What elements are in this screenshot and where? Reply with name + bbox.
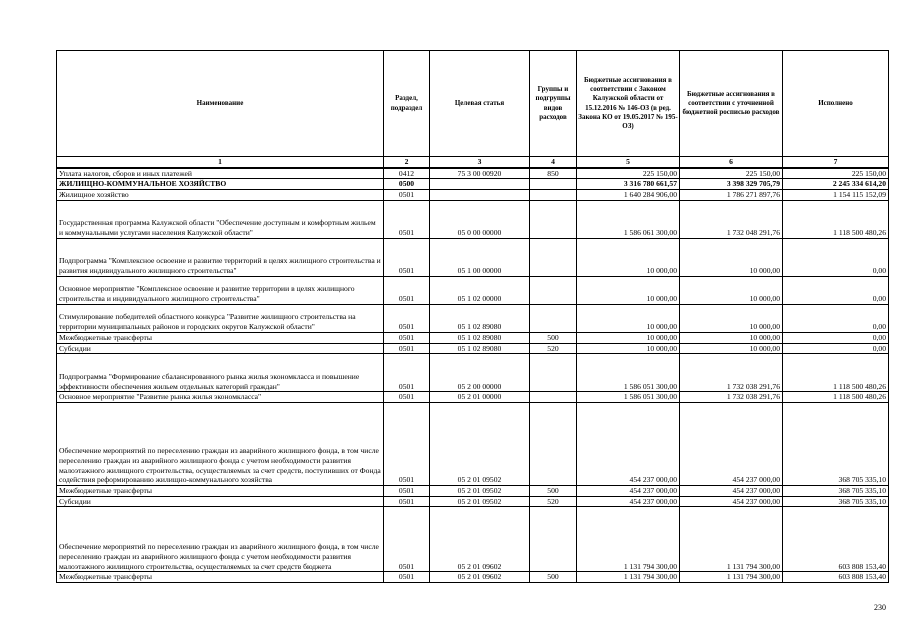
- row-law-allocation: 10 000,00: [577, 332, 680, 343]
- row-law-allocation: 1 131 794 300,00: [577, 572, 680, 583]
- row-section: 0501: [384, 572, 430, 583]
- row-section: 0501: [384, 276, 430, 304]
- table-row: [57, 179, 889, 190]
- table-row: [57, 354, 889, 392]
- row-target-article: 05 2 01 09502: [430, 402, 530, 485]
- row-expense-group: [530, 304, 577, 332]
- row-law-allocation: 1 586 051 300,00: [577, 392, 680, 403]
- row-law-allocation: 1 640 284 906,00: [577, 190, 680, 201]
- header-law-allocations: Бюджетные ассигнования в соответствии с Законом Калужской области от 15.12.2016 № 146-ОЗ (в ред. Закона КО от 19.05.2017 № 195-ОЗ): [577, 51, 680, 157]
- table-row: [57, 168, 889, 179]
- row-expense-group: 500: [530, 332, 577, 343]
- row-section: 0412: [384, 168, 430, 179]
- row-section: 0501: [384, 496, 430, 507]
- row-executed: 603 808 153,40: [783, 507, 889, 572]
- column-number: 1: [57, 157, 384, 168]
- row-expense-group: [530, 179, 577, 190]
- column-number: 2: [384, 157, 430, 168]
- row-law-allocation: 1 586 061 300,00: [577, 200, 680, 238]
- row-law-allocation: 454 237 000,00: [577, 402, 680, 485]
- row-target-article: [430, 190, 530, 201]
- row-executed: 0,00: [783, 332, 889, 343]
- header-name: Наименование: [57, 51, 384, 157]
- table-row: [57, 276, 889, 304]
- row-law-allocation: 10 000,00: [577, 343, 680, 354]
- row-expense-group: [530, 392, 577, 403]
- column-number: 7: [783, 157, 889, 168]
- row-executed: 368 705 335,10: [783, 485, 889, 496]
- row-section: 0501: [384, 332, 430, 343]
- header-expense-group: Группы и подгруппы видов расходов: [530, 51, 577, 157]
- table-row: [57, 402, 889, 485]
- row-law-allocation: 1 586 051 300,00: [577, 354, 680, 392]
- row-target-article: 05 2 01 09602: [430, 572, 530, 583]
- header-row: [57, 51, 889, 157]
- row-executed: 0,00: [783, 343, 889, 354]
- table-row: [57, 190, 889, 201]
- header-executed: Исполнено: [783, 51, 889, 157]
- row-section: 0501: [384, 190, 430, 201]
- row-expense-group: [530, 402, 577, 485]
- column-number: 3: [430, 157, 530, 168]
- row-name: Подпрограмма "Комплексное освоение и развитие территорий в целях жилищного строительства и развития индивидуального жилищного строительства": [57, 238, 384, 276]
- row-name: Государственная программа Калужской области "Обеспечение доступным и комфортным жильем и коммунальными услугами населения Калужской области": [57, 200, 384, 238]
- row-executed: 225 150,00: [783, 168, 889, 179]
- page-number: 230: [874, 603, 886, 612]
- header-plan-allocations: Бюджетные ассигнования в соответствии с уточненной бюджетной росписью расходов: [680, 51, 783, 157]
- row-name: Основное мероприятие "Развитие рынка жилья экономкласса": [57, 392, 384, 403]
- row-law-allocation: 1 131 794 300,00: [577, 507, 680, 572]
- row-plan-allocation: 454 237 000,00: [680, 402, 783, 485]
- row-name: Субсидии: [57, 496, 384, 507]
- row-plan-allocation: 1 131 794 300,00: [680, 507, 783, 572]
- row-name: ЖИЛИЩНО-КОММУНАЛЬНОЕ ХОЗЯЙСТВО: [57, 179, 384, 190]
- row-expense-group: [530, 238, 577, 276]
- row-expense-group: [530, 200, 577, 238]
- row-plan-allocation: 10 000,00: [680, 238, 783, 276]
- column-number: 6: [680, 157, 783, 168]
- table-row: [57, 485, 889, 496]
- row-expense-group: [530, 276, 577, 304]
- row-law-allocation: 10 000,00: [577, 238, 680, 276]
- column-number: 4: [530, 157, 577, 168]
- row-name: Межбюджетные трансферты: [57, 572, 384, 583]
- row-section: 0501: [384, 238, 430, 276]
- table-row: [57, 343, 889, 354]
- column-number-row: [57, 157, 889, 168]
- row-section: 0501: [384, 402, 430, 485]
- column-number: 5: [577, 157, 680, 168]
- row-target-article: 05 1 00 00000: [430, 238, 530, 276]
- row-expense-group: 520: [530, 343, 577, 354]
- row-name: Обеспечение мероприятий по переселению граждан из аварийного жилищного фонда, в том числе переселению граждан из аварийного жилищного фонда с учетом необходимости развития малоэтажного жилищного строительства, осуществляемых за счет средств, поступивших от Фонда содействия реформированию жилищно-коммунального хозяйства: [57, 402, 384, 485]
- row-section: 0501: [384, 304, 430, 332]
- table-row: [57, 496, 889, 507]
- row-name: Стимулирование победителей областного конкурса "Развитие жилищного строительства на территории муниципальных районов и городских округов Калужской области": [57, 304, 384, 332]
- row-section: 0500: [384, 179, 430, 190]
- row-law-allocation: 10 000,00: [577, 304, 680, 332]
- table-row: [57, 304, 889, 332]
- table-row: [57, 238, 889, 276]
- row-expense-group: 500: [530, 572, 577, 583]
- row-expense-group: [530, 354, 577, 392]
- row-name: Обеспечение мероприятий по переселению граждан из аварийного жилищного фонда, в том числе переселению граждан из аварийного жилищного фонда с учетом необходимости развития малоэтажного жилищного строительства, осуществляемых за счет средств бюджета: [57, 507, 384, 572]
- row-executed: 1 118 500 480,26: [783, 354, 889, 392]
- row-section: 0501: [384, 354, 430, 392]
- row-executed: 368 705 335,10: [783, 402, 889, 485]
- row-name: Субсидии: [57, 343, 384, 354]
- table-row: [57, 507, 889, 572]
- row-plan-allocation: 10 000,00: [680, 332, 783, 343]
- row-executed: 2 245 334 614,20: [783, 179, 889, 190]
- row-plan-allocation: 1 786 271 897,76: [680, 190, 783, 201]
- row-target-article: [430, 179, 530, 190]
- row-law-allocation: 3 316 780 661,57: [577, 179, 680, 190]
- row-executed: 0,00: [783, 238, 889, 276]
- row-target-article: 05 2 00 00000: [430, 354, 530, 392]
- row-executed: 1 154 115 152,09: [783, 190, 889, 201]
- header-target-article: Целевая статья: [430, 51, 530, 157]
- row-executed: 0,00: [783, 276, 889, 304]
- budget-execution-table: [56, 50, 889, 583]
- row-name: Межбюджетные трансферты: [57, 332, 384, 343]
- row-law-allocation: 225 150,00: [577, 168, 680, 179]
- row-target-article: 05 2 01 09602: [430, 507, 530, 572]
- row-section: 0501: [384, 200, 430, 238]
- row-plan-allocation: 10 000,00: [680, 276, 783, 304]
- row-target-article: 05 2 01 09502: [430, 485, 530, 496]
- row-target-article: 05 2 01 09502: [430, 496, 530, 507]
- row-law-allocation: 10 000,00: [577, 276, 680, 304]
- row-plan-allocation: 225 150,00: [680, 168, 783, 179]
- row-section: 0501: [384, 485, 430, 496]
- row-expense-group: 520: [530, 496, 577, 507]
- row-executed: 368 705 335,10: [783, 496, 889, 507]
- row-plan-allocation: 1 732 038 291,76: [680, 354, 783, 392]
- header-section: Раздел, подраздел: [384, 51, 430, 157]
- row-expense-group: 500: [530, 485, 577, 496]
- row-law-allocation: 454 237 000,00: [577, 485, 680, 496]
- row-section: 0501: [384, 392, 430, 403]
- row-executed: 1 118 500 480,26: [783, 200, 889, 238]
- row-executed: 1 118 500 480,26: [783, 392, 889, 403]
- row-name: Межбюджетные трансферты: [57, 485, 384, 496]
- row-name: Подпрограмма "Формирование сбалансированного рынка жилья экономкласса и повышение эффективности обеспечения жильем отдельных категорий граждан": [57, 354, 384, 392]
- row-plan-allocation: 3 398 329 705,79: [680, 179, 783, 190]
- row-expense-group: [530, 507, 577, 572]
- row-target-article: 05 1 02 89080: [430, 332, 530, 343]
- row-plan-allocation: 1 131 794 300,00: [680, 572, 783, 583]
- row-name: Жилищное хозяйство: [57, 190, 384, 201]
- table-row: [57, 332, 889, 343]
- row-executed: 0,00: [783, 304, 889, 332]
- row-name: Основное мероприятие "Комплексное освоение и развитие территории в целях жилищного строительства и индивидуального жилищного строительства": [57, 276, 384, 304]
- row-plan-allocation: 10 000,00: [680, 304, 783, 332]
- row-target-article: 05 2 01 00000: [430, 392, 530, 403]
- row-target-article: 05 1 02 00000: [430, 276, 530, 304]
- row-section: 0501: [384, 507, 430, 572]
- row-plan-allocation: 1 732 048 291,76: [680, 200, 783, 238]
- row-target-article: 05 1 02 89080: [430, 343, 530, 354]
- table-row: [57, 392, 889, 403]
- row-target-article: 05 0 00 00000: [430, 200, 530, 238]
- row-law-allocation: 454 237 000,00: [577, 496, 680, 507]
- row-target-article: 05 1 02 89080: [430, 304, 530, 332]
- row-plan-allocation: 454 237 000,00: [680, 485, 783, 496]
- row-executed: 603 808 153,40: [783, 572, 889, 583]
- row-plan-allocation: 1 732 038 291,76: [680, 392, 783, 403]
- row-section: 0501: [384, 343, 430, 354]
- row-expense-group: [530, 190, 577, 201]
- row-expense-group: 850: [530, 168, 577, 179]
- row-plan-allocation: 10 000,00: [680, 343, 783, 354]
- row-target-article: 75 3 00 00920: [430, 168, 530, 179]
- table-row: [57, 572, 889, 583]
- table-row: [57, 200, 889, 238]
- row-plan-allocation: 454 237 000,00: [680, 496, 783, 507]
- row-name: Уплата налогов, сборов и иных платежей: [57, 168, 384, 179]
